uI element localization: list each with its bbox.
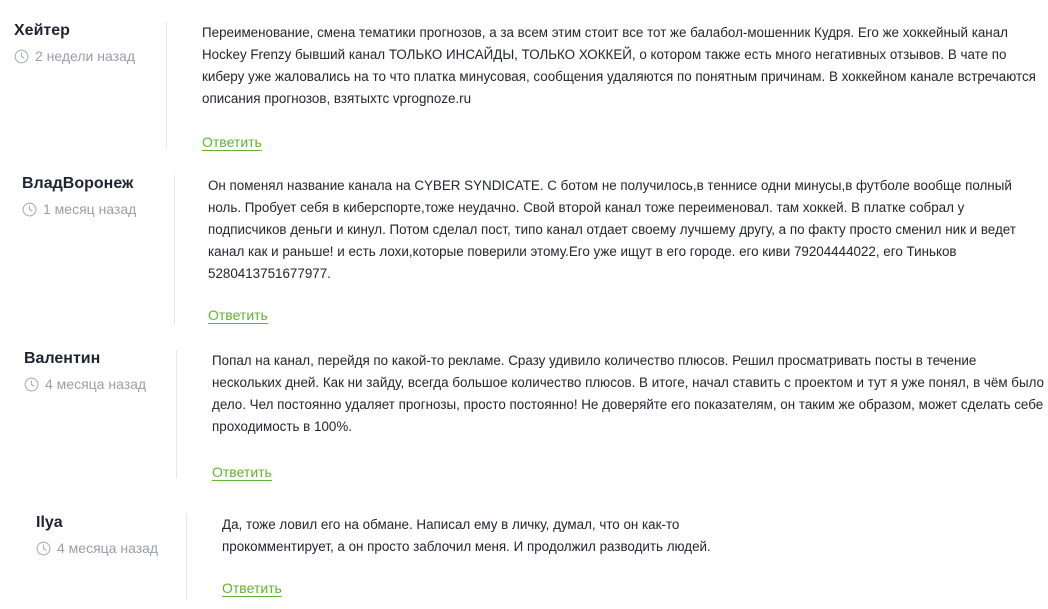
comment-time-text: 4 месяца назад (57, 540, 159, 556)
comment-time (22, 201, 174, 217)
comment-time (24, 376, 176, 392)
comment-text: Он поменял название канала на CYBER SYNDICATE. С ботом не получилось,в теннисе одни минусы,в футболе вообще полный ноль. Пробует себя в киберспорте,тоже неудачно. Свой второй канал тоже переименовал. там хоккей. В платке собрал у подписчиков деньги и кинул. Потом сделал пост, типо канал отдает своему лучшему другу, а по факту просто сменил ник и ведет канал как и раньше! и есть лохи,которые поверили этому.Его уже ищут в его городе. его киви 79204444022, его Тиньков 5280413751677977. (208, 178, 1016, 281)
reply-button[interactable]: Ответить (212, 464, 272, 480)
comment-time (14, 48, 166, 64)
clock-icon (24, 377, 39, 392)
comment-meta (22, 175, 175, 325)
comment-author: ВладВоронеж (22, 175, 134, 192)
comment-text: Да, тоже ловил его на обмане. Написал ему в личку, думал, что он как-то прокомментирует, а он просто заблочил меня. И продолжил разводить людей. (222, 517, 711, 554)
comment-text: Переименование, смена тематики прогнозов, а за всем этим стоит все тот же балабол-мошенник Кудря. Его же хоккейный канал Hockey Frenzy бывший канал ТОЛЬКО ИНСАЙДЫ, ТОЛЬКО ХОККЕЙ, о котором также есть много негативных отзывов. В чате по киберу уже жаловались на то что платка минусовая, сообщения удаляются по понятным причинам. В хоккейном канале встречаются описания прогнозов, взятыхтс vprognoze.ru (202, 25, 1036, 106)
reply-button[interactable]: Ответить (222, 580, 282, 596)
comment-time-text: 2 недели назад (35, 48, 135, 64)
comment-time-text: 4 месяца назад (45, 376, 147, 392)
comment-time-text: 1 месяц назад (43, 201, 137, 217)
reply-button[interactable]: Ответить (208, 307, 268, 323)
comment-meta (24, 350, 177, 478)
reply-button[interactable]: Ответить (202, 134, 262, 150)
comment-meta (36, 514, 187, 600)
comment-text: Попал на канал, перейдя по какой-то рекламе. Сразу удивило количество плюсов. Решил просматривать посты в течение нескольких дней. Как ни зайду, всегда большое количество плюсов. В итоге, начал ставить с проектом и тут я уже понял, в чём было дело. Чел постоянно удаляет прогнозы, просто постоянно! Не доверяйте его показателям, он таким же образом, может сделать себе проходимость в 100%. (212, 353, 1044, 434)
clock-icon (36, 541, 51, 556)
clock-icon (22, 202, 37, 217)
comment-author: Хейтер (14, 22, 70, 39)
comment-time (36, 540, 186, 556)
clock-icon (14, 49, 29, 64)
comment-meta (14, 22, 167, 148)
comment-author: Валентин (24, 350, 101, 367)
comment-author: Ilya (36, 514, 63, 531)
